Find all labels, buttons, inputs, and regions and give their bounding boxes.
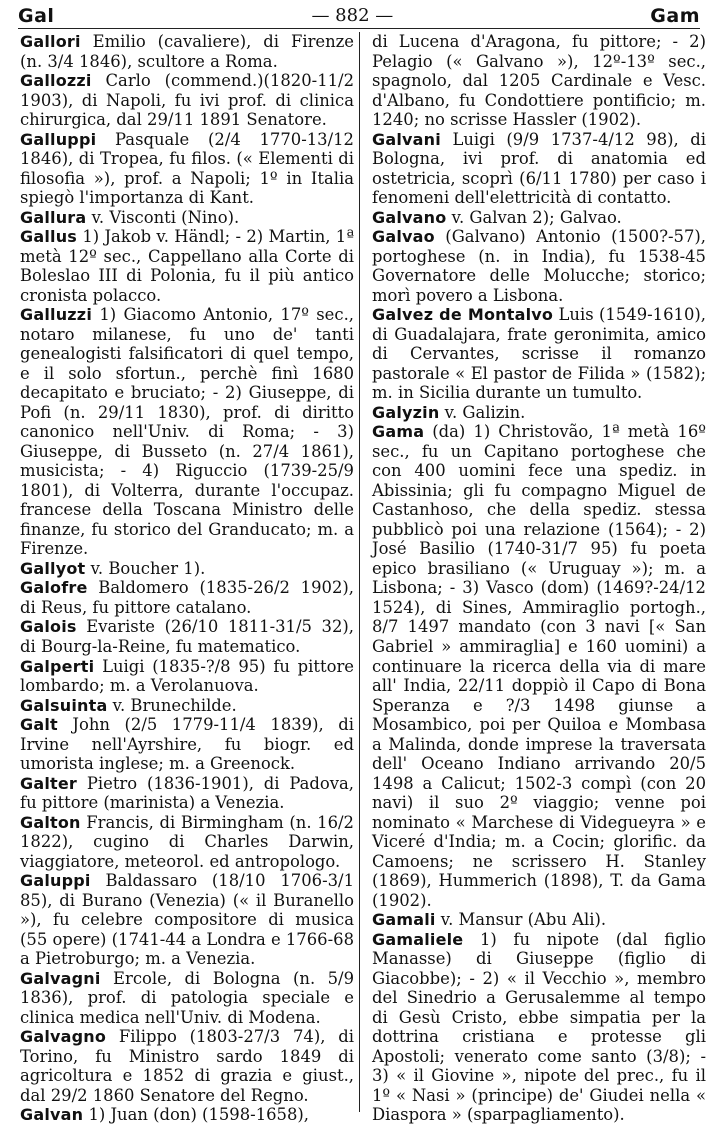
entry-headword: Gama [372,422,425,442]
dictionary-entry [372,910,706,930]
entry-text: Luigi (9/9 1737-4/12 98), di Bologna, ivi prof. di anatomia ed ostetricia, scoprì (6/11 1780) per caso i fenomeni dell'elettricità di contatto. [372,129,706,208]
entry-headword: Galvagno [20,1027,107,1047]
entry-text: di Lucena d'Aragona, fu pittore; - 2) Pelagio (« Galvano »), 12º-13º sec., spagnolo, dal 1205 Cardinale e Vesc. d'Albano, fu Condottiere pontificio; m. 1240; no scrisse Hassler (1902). [372,32,706,130]
dictionary-entry [20,227,354,305]
entry-text: v. Boucher 1). [85,558,206,578]
entry-headword: Galvani [372,129,441,149]
entry-headword: Galt [20,715,58,735]
right-column [372,32,706,1125]
dictionary-entry [372,930,706,1125]
entry-text: Evariste (26/10 1811-31/5 32), di Bourg-la-Reine, fu matematico. [20,617,354,656]
entry-headword: Galsuinta [20,695,108,715]
left-column [20,32,354,1125]
dictionary-entry [20,559,354,579]
page-number: — 882 — [311,5,394,26]
entry-headword: Galter [20,773,78,793]
dictionary-entry [20,657,354,696]
entry-text: Luigi (1835-?/8 95) fu pittore lombardo; m. a Verolanuova. [20,656,354,696]
entry-text: Baldomero (1835-26/2 1902), di Reus, fu pittore catalano. [20,578,354,617]
dictionary-entry [372,227,706,305]
entry-text: v. Brunechilde. [107,695,237,715]
entry-text: 1) fu nipote (dal figlio Manasse) di Giuseppe (figlio di Giacobbe); - 2) « il Vecchio », membro del Sinedrio a Gerusalemme al tempo di Gesù Cristo, ebbe simpatia per la dottrina cristiana e protesse gli Apostoli; venerato come santo (3/8); - 3) « il Giovine », nipote del prec., fu il 1º « Nasi » (principe) de' Giudei nella « Diaspora » (sparpagliamento). [372,929,706,1125]
dictionary-entry [20,32,354,71]
entry-headword: Galvez de Montalvo [372,305,554,325]
entry-text: 1) Jakob v. Händl; - 2) Martin, 1ª metà 12º sec., Cappellano alla Corte di Boleslao III di Polonia, fu il più antico cronista polacco. [20,227,354,305]
entry-headword: Gallus [20,227,78,247]
dictionary-entry [20,871,354,969]
entry-text: Filippo (1803-27/3 74), di Torino, fu Ministro sardo 1849 di agricoltura e 1852 di grazia e giust., dal 29/2 1860 Senatore del Regno. [20,1027,354,1105]
entry-text: v. Visconti (Nino). [86,207,240,227]
entry-text: Luis (1549-1610), di Guadalajara, frate geronimita, amico di Cervantes, scrisse il romanzo pastorale « El pastor de Filida » (1582); m. in Sicilia durante un tumulto. [372,305,706,403]
entry-headword: Galvan [20,1105,84,1125]
entry-headword: Gamaliele [372,929,464,949]
dictionary-entry [372,130,706,208]
entry-text: Baldassaro (18/10 1706-3/1 85), di Burano (Venezia) (« il Buranello »), fu celebre compositore di musica (55 opere) (1741-44 a Londra e 1766-68 a Pietroburgo; m. a Venezia. [20,871,354,969]
entry-text: 1) Juan (don) (1598-1658), [83,1105,310,1125]
entry-headword: Galperti [20,656,95,676]
entry-headword: Galuppi [20,871,91,891]
entry-headword: Galyzin [372,402,440,422]
entry-headword: Galluzzi [20,305,92,325]
entry-headword: Gallura [20,207,87,227]
entry-text: Francis, di Birmingham (n. 16/2 1822), cugino di Charles Darwin, viaggiatore, meteorol. ed antropologo. [20,812,354,871]
dictionary-entry [372,422,706,910]
entry-text: Carlo (commend.)(1820-11/2 1903), di Napoli, fu ivi prof. di clinica chirurgica, dal 29/11 1891 Senatore. [20,71,354,130]
entry-text: Emilio (cavaliere), di Firenze (n. 3/4 1846), scultore a Roma. [20,32,354,71]
entry-headword: Gallozzi [20,71,92,91]
entry-text: (Galvano) Antonio (1500?-57), portoghese (n. in India), fu 1538-45 Governatore delle Molucche; storico; morì povero a Lisbona. [372,227,706,305]
dictionary-entry [372,208,706,228]
dictionary-entry [372,403,706,423]
dictionary-entry [20,617,354,656]
column-divider [359,32,360,1112]
dictionary-entry [20,130,354,208]
right-headword: Gam [650,5,700,27]
left-headword: Gal [18,5,55,27]
entry-headword: Galvano [372,207,447,227]
entry-headword: Galvagni [20,968,101,988]
dictionary-entry [20,208,354,228]
dictionary-entry [20,813,354,872]
dictionary-entry [20,1105,354,1125]
dictionary-entry [20,969,354,1028]
entry-text: (da) 1) Christovão, 1ª metà 16º sec., fu un Capitano portoghese che con 400 uomini fece una spediz. in Abissinia; gli fu compagno Miguel de Castanhoso, che della spediz. stessa pubblicò poi una relazione (1564); - 2) José Basilio (1740-31/7 95) fu poeta epico brasiliano (« Uruguay »); m. a Lisbona; - 3) Vasco (dom) (1469?-24/12 1524), di Sines, Ammiraglio portogh., 8/7 1497 mandato (con 3 navi [« San Gabriel » ammiraglia] e 160 uomini) a continuare la ricerca della via di mare all' India, 22/11 doppiò il Capo di Bona Speranza e ?/3 1498 giunse a Mosambico, poi per Quiloa e Mombasa a Malinda, donde imprese la traversata dell' Oceano Indiano arrivando 20/5 1498 a Calicut; 1502-3 compì (con 20 navi) il suo 2º viaggio; venne poi nominato « Marchese di Videgueyra » e Viceré d'India; m. a Cocin; glorific. da Camoens; ne scrissero H. Stanley (1869), Hummerich (1898), T. da Gama (1902). [372,422,706,910]
entry-headword: Galluppi [20,129,97,149]
entry-text: Ercole, di Bologna (n. 5/9 1836), prof. di patologia speciale e clinica medica nell'Univ. di Modena. [20,968,354,1027]
dictionary-entry [372,305,706,403]
dictionary-entry [20,71,354,130]
entry-headword: Gamali [372,910,436,930]
dictionary-entry [20,774,354,813]
entry-headword: Gallyot [20,558,86,578]
dictionary-entry [372,32,706,130]
dictionary-entry [20,578,354,617]
entry-headword: Galvao [372,227,435,247]
entry-headword: Gallori [20,32,81,51]
entry-headword: Galois [20,617,77,637]
entry-headword: Galton [20,812,81,832]
entry-text: 1) Giacomo Antonio, 17º sec., notaro milanese, fu uno de' tanti genealogisti falsificatori di quel tempo, e il solo sfortun., perchè finì 1680 decapitato e bruciato; - 2) Giuseppe, di Pofi (n. 29/11 1830), prof. di diritto canonico nell'Univ. di Roma; - 3) Giuseppe, di Busseto (n. 27/4 1861), musicista; - 4) Riguccio (1739-25/9 1801), di Volterra, durante l'occupaz. francese della Toscana Ministro delle finanze, fu storico del Granducato; m. a Firenze. [20,305,354,559]
entry-text: Pietro (1836-1901), di Padova, fu pittore (marinista) a Venezia. [20,773,354,813]
entry-text: v. Mansur (Abu Ali). [435,910,607,930]
dictionary-entry [20,305,354,559]
dictionary-entry [20,1027,354,1105]
entry-text: John (2/5 1779-11/4 1839), di Irvine nell'Ayrshire, fu biogr. ed umorista inglese; m. a Greenock. [20,715,354,774]
entry-text: Pasquale (2/4 1770-13/12 1846), di Tropea, fu filos. (« Elementi di filosofia »), prof. a Napoli; 1º in Italia spiegò l'importanza di Kant. [20,129,354,208]
entry-text: v. Galvan 2); Galvao. [446,207,622,227]
running-head [18,2,700,29]
dictionary-entry [20,696,354,716]
entry-text: v. Galizin. [439,402,526,422]
entry-headword: Galofre [20,578,88,598]
dictionary-entry [20,715,354,774]
